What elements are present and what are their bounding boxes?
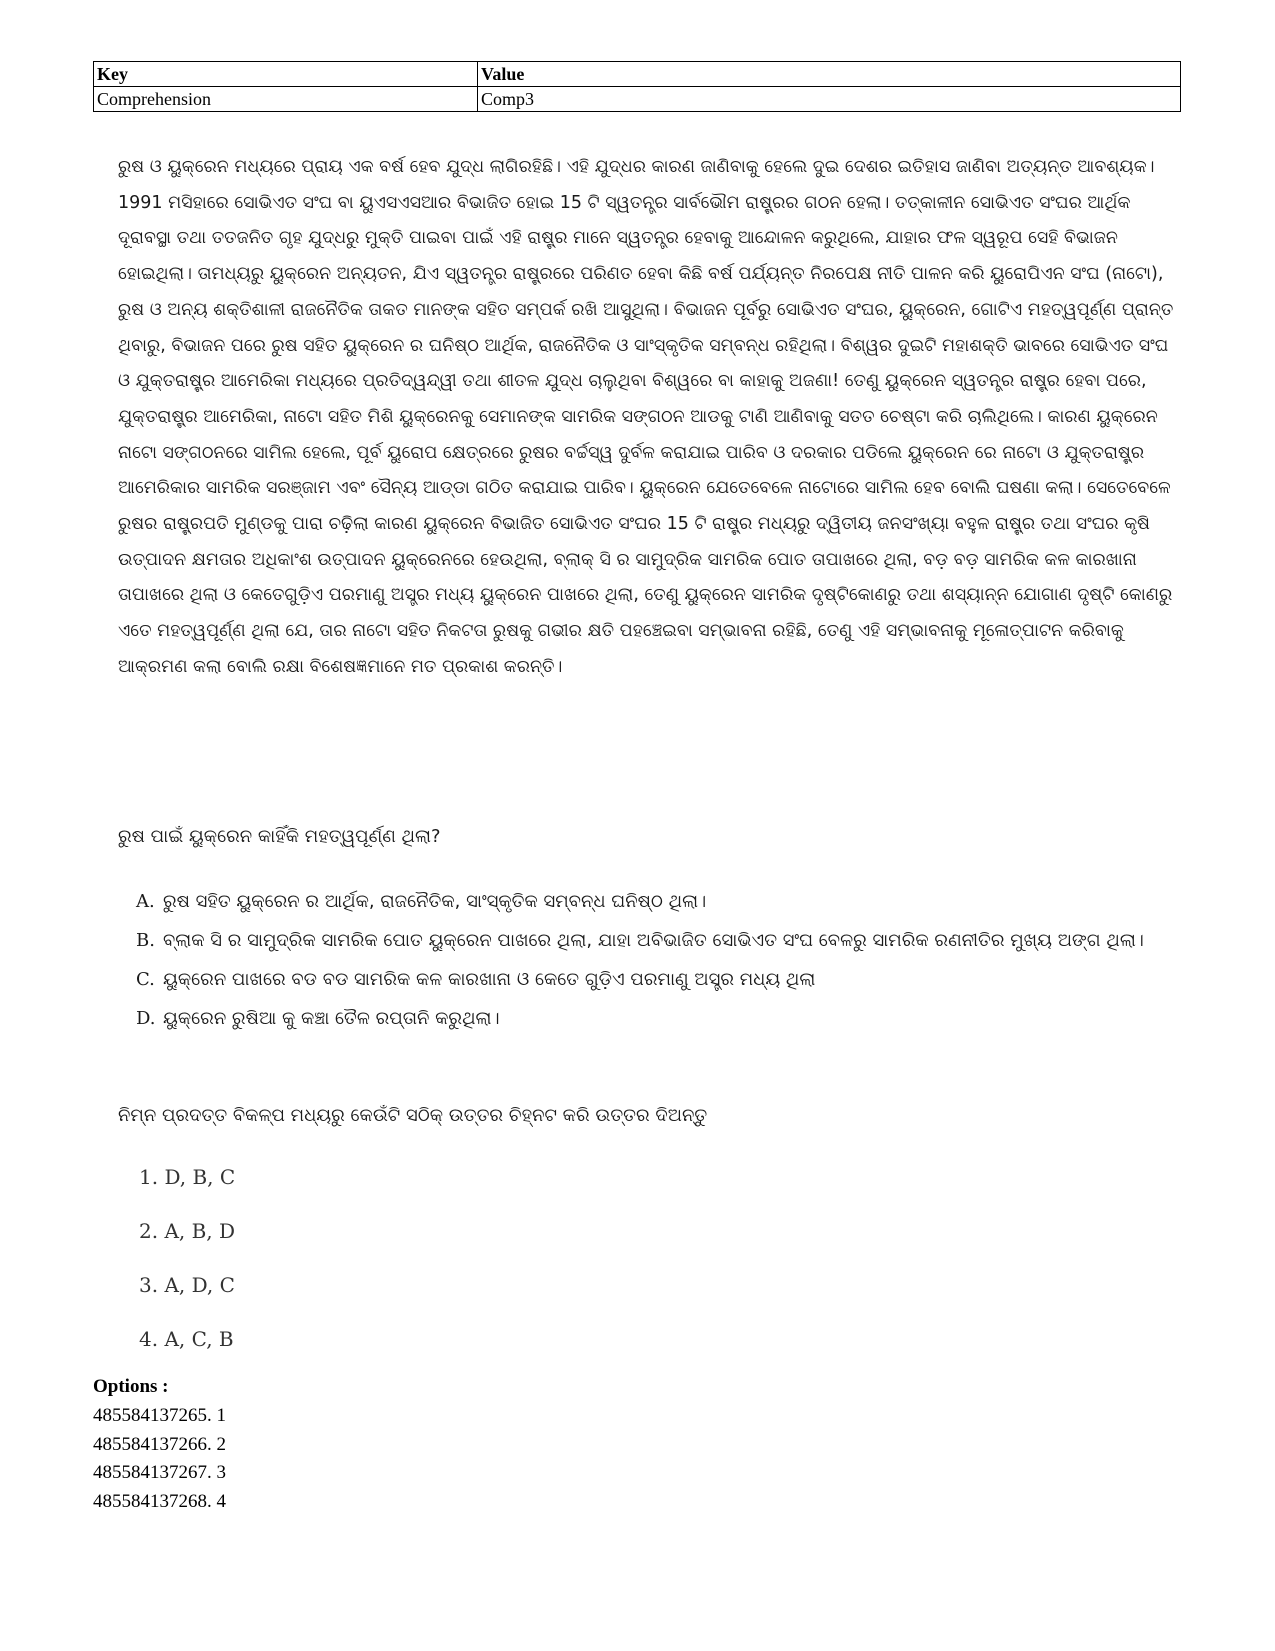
- option-item: 485584137268. 4: [93, 1490, 226, 1512]
- table-header-row: [94, 62, 1181, 87]
- question-text: ରୁଷ ପାଇଁ ୟୁକ୍ରେନ କାହିଁକି ମହତ୍ୱପୂର୍ଣ୍ଣ ଥିଲା?: [118, 826, 441, 847]
- choice-item: [136, 885, 1176, 918]
- option-item: 485584137265. 1: [93, 1405, 226, 1426]
- choice-text: ୟୁକ୍ରେନ ରୁଷିଆ କୁ କଞ୍ଚା ତୈଳ ରପ୍ତାନି କରୁଥିଲା।: [163, 1008, 500, 1029]
- choice-list: [136, 885, 1176, 1041]
- row-value: Comp3: [478, 87, 1181, 112]
- choice-letter: B.: [136, 930, 155, 951]
- answer-combination: 4. A, C, B: [139, 1327, 234, 1351]
- choice-letter: C.: [136, 969, 155, 990]
- answer-combination: 1. D, B, C: [139, 1165, 236, 1189]
- choice-text: ରୁଷ ସହିତ ୟୁକ୍ରେନ ର ଆର୍ଥିକ, ରାଜନୈତିକ, ସାଂସ୍କୃତିକ ସମ୍ବନ୍ଧ ଘନିଷ୍ଠ ଥିଲା।: [163, 891, 707, 912]
- option-item: 485584137266. 2: [93, 1433, 226, 1455]
- header-key: Key: [94, 62, 478, 87]
- choice-item: [136, 963, 1176, 996]
- comprehension-passage: ରୁଷ ଓ ୟୁକ୍ରେନ ମଧ୍ୟରେ ପ୍ରାୟ ଏକ ବର୍ଷ ହେବ ଯୁଦ୍ଧ ଲାଗିରହିଛି। ଏହି ଯୁଦ୍ଧର କାରଣ ଜାଣିବାକୁ ହେଲେ ଦୁଇ ଦେଶର ଇତିହାସ ଜାଣିବା ଅତ୍ୟନ୍ତ ଆବଶ୍ୟକ। 1991 ମସିହାରେ ସୋଭିଏତ ସଂଘ ବା ୟୁଏସଏସଆର ବିଭାଜିତ ହୋଇ 15 ଟି ସ୍ୱତନ୍ତ୍ର ସାର୍ବଭୌମ ରାଷ୍ଟ୍ରର ଗଠନ ହେଲା। ତତ୍କାଳୀନ ସୋଭିଏତ ସଂଘର ଆର୍ଥିକ ଦୂରାବସ୍ଥା ତଥା ତତଜନିତ ଗୃହ ଯୁଦ୍ଧରୁ ମୁକ୍ତି ପାଇବା ପାଇଁ ଏହି ରାଷ୍ଟ୍ର ମାନେ ସ୍ୱତନ୍ତ୍ର ହେବାକୁ ଆନ୍ଦୋଳନ କରୁଥିଲେ, ଯାହାର ଫଳ ସ୍ୱରୂପ ସେହି ବିଭାଜନ ହୋଇଥିଲା। ତାମଧ୍ୟରୁ ୟୁକ୍ରେନ ଅନ୍ୟତନ, ଯିଏ ସ୍ୱତନ୍ତ୍ର ରାଷ୍ଟ୍ରରେ ପରିଣତ ହେବା କିଛି ବର୍ଷ ପର୍ଯ୍ୟନ୍ତ ନିରପେକ୍ଷ ନୀତି ପାଳନ କରି ୟୁରୋପିଏନ ସଂଘ (ନାଟୋ), ରୁଷ ଓ ଅନ୍ୟ ଶକ୍ତିଶାଳୀ ରାଜନୈତିକ ତାକତ ମାନଙ୍କ ସହିତ ସମ୍ପର୍କ ରଖି ଆସୁଥିଲା। ବିଭାଜନ ପୂର୍ବରୁ ସୋଭିଏତ ସଂଘର, ୟୁକ୍ରେନ, ଗୋଟିଏ ମହତ୍ୱପୂର୍ଣ୍ଣ ପ୍ରାନ୍ତ ଥିବାରୁ, ବିଭାଜନ ପରେ ରୁଷ ସହିତ ୟୁକ୍ରେନ ର ଘନିଷ୍ଠ ଆର୍ଥିକ, ରାଜନୈତିକ ଓ ସାଂସ୍କୃତିକ ସମ୍ବନ୍ଧ ରହିଥିଲା। ବିଶ୍ୱର ଦୁଇଟି ମହାଶକ୍ତି ଭାବରେ ସୋଭିଏତ ସଂଘ ଓ ଯୁକ୍ତରାଷ୍ଟ୍ର ଆମେରିକା ମଧ୍ୟରେ ପ୍ରତିଦ୍ୱନ୍ଦ୍ୱୀ ତଥା ଶୀତଳ ଯୁଦ୍ଧ ଚାଲୁଥିବା ବିଶ୍ୱରେ ବା କାହାକୁ ଅଜଣା! ତେଣୁ ୟୁକ୍ରେନ ସ୍ୱତନ୍ତ୍ର ରାଷ୍ଟ୍ର ହେବା ପରେ, ଯୁକ୍ତରାଷ୍ଟ୍ର ଆମେରିକା, ନାଟୋ ସହିତ ମିଶି ୟୁକ୍ରେନକୁ ସେମାନଙ୍କ ସାମରିକ ସଙ୍ଗଠନ ଆଡକୁ ଟାଣି ଆଣିବାକୁ ସତତ ଚେଷ୍ଟା କରି ଚାଲିଥିଲେ। କାରଣ ୟୁକ୍ରେନ ନାଟୋ ସଙ୍ଗଠନରେ ସାମିଲ ହେଲେ, ପୂର୍ବ ୟୁରୋପ କ୍ଷେତ୍ରରେ ରୁଷର ବର୍ଚ୍ଚସ୍ୱ ଦୁର୍ବଳ କରାଯାଇ ପାରିବ ଓ ଦରକାର ପଡିଲେ ୟୁକ୍ରେନ ରେ ନାଟୋ ଓ ଯୁକ୍ତରାଷ୍ଟ୍ର ଆମେରିକାର ସାମରିକ ସରଞ୍ଜାମ ଏବଂ ସୈନ୍ୟ ଆଡ୍ଡା ଗଠିତ କରାଯାଇ ପାରିବ। ୟୁକ୍ରେନ ଯେତେବେଳେ ନାଟୋରେ ସାମିଲ ହେବ ବୋଲି ଘଷଣା କଲା। ସେତେବେଳେ ରୁଷର ରାଷ୍ଟ୍ରପତି ମୁଣ୍ଡକୁ ପାରା ଚଢ଼ିଲା କାରଣ ୟୁକ୍ରେନ ବିଭାଜିତ ସୋଭିଏତ ସଂଘର 15 ଟି ରାଷ୍ଟ୍ର ମଧ୍ୟରୁ ଦ୍ୱିତୀୟ ଜନସଂଖ୍ୟା ବହୁଳ ରାଷ୍ଟ୍ର ତଥା ସଂଘର କୃଷି ଉତ୍ପାଦନ କ୍ଷମତାର ଅଧିକାଂଶ ଉତ୍ପାଦନ ୟୁକ୍ରେନରେ ହେଉଥିଲା, ବ୍ଲାକ୍ ସି ର ସାମୁଦ୍ରିକ ସାମରିକ ପୋତ ତାପାଖରେ ଥିଲା, ବଡ଼ ବଡ଼ ସାମରିକ କଳ କାରଖାନା ତାପାଖରେ ଥିଲା ଓ କେତେଗୁଡ଼ିଏ ପରମାଣୁ ଅସ୍ତ୍ର ମଧ୍ୟ ୟୁକ୍ରେନ ପାଖରେ ଥିଲା, ତେଣୁ ୟୁକ୍ରେନ ସାମରିକ ଦୃଷ୍ଟିକୋଣରୁ ତଥା ଶସ୍ୟାନ୍ନ ଯୋଗାଣ ଦୃଷ୍ଟି କୋଣରୁ ଏତେ ମହତ୍ୱପୂର୍ଣ୍ଣ ଥିଲା ଯେ, ତାର ନାଟୋ ସହିତ ନିକଟତା ରୁଷକୁ ଗଭୀର କ୍ଷତି ପହଞ୍ଚେଇବା ସମ୍ଭାବନା ରହିଛି, ତେଣୁ ଏହି ସମ୍ଭାବନାକୁ ମୂଳୋତ୍ପାଟନ କରିବାକୁ ଆକ୍ରମଣ କଲା ବୋଲି ରକ୍ଷା ବିଶେଷଜ୍ଞମାନେ ମତ ପ୍ରକାଶ କରନ୍ତି।: [118, 157, 1174, 677]
- table-row: [94, 87, 1181, 112]
- instruction-text: ନିମ୍ନ ପ୍ରଦତ୍ତ ବିକଳ୍ପ ମଧ୍ୟରୁ କେଉଁଟି ସଠିକ୍ ଉତ୍ତର ଚିହ୍ନଟ କରି ଉତ୍ତର ଦିଅନ୍ତୁ: [118, 1105, 708, 1126]
- options-heading: Options :: [93, 1376, 169, 1397]
- choice-text: ବ୍ଲାକ ସି ର ସାମୁଦ୍ରିକ ସାମରିକ ପୋତ ୟୁକ୍ରେନ ପାଖରେ ଥିଲା, ଯାହା ଅବିଭାଜିତ ସୋଭିଏତ ସଂଘ ବେଳରୁ ସାମରିକ ରଣନୀତିର ମୁଖ୍ୟ ଅଙ୍ଗ ଥିଲା।: [163, 930, 1144, 951]
- row-key: Comprehension: [94, 87, 478, 112]
- option-item: 485584137267. 3: [93, 1462, 226, 1483]
- answer-combination: 2. A, B, D: [139, 1219, 236, 1243]
- key-value-table: [93, 61, 1181, 112]
- choice-letter: D.: [136, 1008, 156, 1029]
- choice-item: [136, 924, 1176, 957]
- answer-combination-list: [139, 1163, 235, 1379]
- choice-text: ୟୁକ୍ରେନ ପାଖରେ ବଡ ବଡ ସାମରିକ କଳ କାରଖାନା ଓ କେତେ ଗୁଡ଼ିଏ ପରମାଣୁ ଅସ୍ତ୍ର ମଧ୍ୟ ଥିଲା: [163, 969, 816, 990]
- options-list: [93, 1402, 226, 1516]
- header-value: Value: [478, 62, 1181, 87]
- answer-combination: 3. A, D, C: [139, 1273, 235, 1297]
- choice-item: [136, 1002, 1176, 1035]
- choice-letter: A.: [136, 891, 155, 912]
